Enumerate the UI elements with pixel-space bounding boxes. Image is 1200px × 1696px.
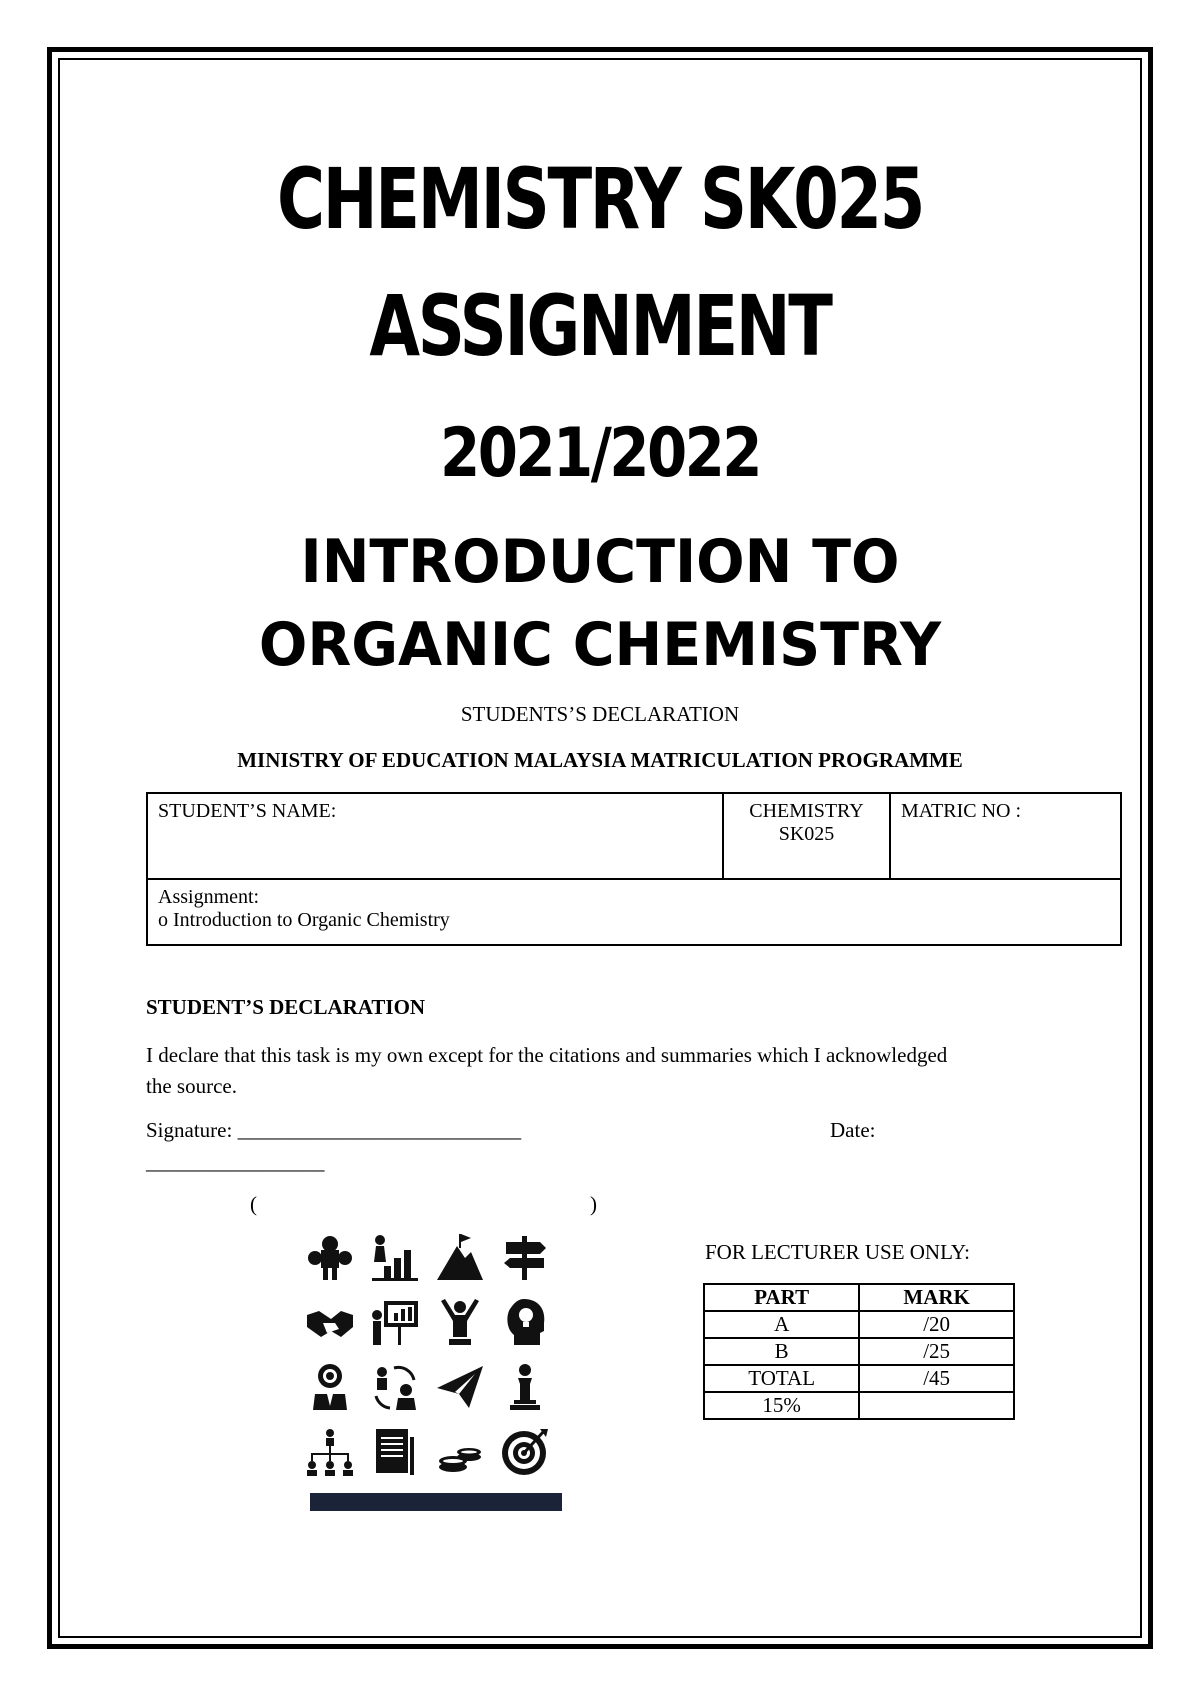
marks-value-b[interactable]: /25: [859, 1338, 1014, 1365]
assignment-item: o Introduction to Organic Chemistry: [158, 909, 450, 931]
topic-line-1: INTRODUCTION TO: [300, 527, 900, 597]
ministry-heading: MINISTRY OF EDUCATION MALAYSIA MATRICULATION PROGRAMME: [237, 748, 963, 772]
signature-field[interactable]: Signature: ___________________________: [146, 1118, 522, 1142]
idea-head-icon: [500, 1297, 550, 1347]
celebrating-person-icon: [435, 1297, 485, 1347]
document-icon: [370, 1427, 420, 1477]
marks-header-part: PART: [704, 1284, 859, 1311]
marks-part-b: B: [704, 1338, 859, 1365]
coins-icon: [435, 1427, 485, 1477]
student-info-table: [146, 792, 1122, 946]
award-person-icon: [305, 1362, 355, 1412]
mountain-flag-icon: [435, 1232, 485, 1282]
matric-no-label: MATRIC NO :: [901, 800, 1022, 822]
marks-part-percent: 15%: [704, 1392, 859, 1419]
marks-value-a[interactable]: /20: [859, 1311, 1014, 1338]
presentation-icon: [370, 1297, 420, 1347]
table-row: [704, 1392, 1014, 1419]
declaration-text: I declare that this task is my own except for the citations and summaries which I acknowledged the source.: [146, 1043, 948, 1098]
topic-line-2: ORGANIC CHEMISTRY: [258, 610, 942, 680]
marks-part-total: TOTAL: [704, 1365, 859, 1392]
target-icon: [500, 1427, 550, 1477]
chess-piece-icon: [500, 1362, 550, 1412]
assignment-cell: [147, 879, 1121, 945]
table-row: [704, 1338, 1014, 1365]
subject-cell: [723, 793, 890, 879]
title-line-1: CHEMISTRY SK025: [277, 150, 923, 248]
marks-part-a: A: [704, 1311, 859, 1338]
declaration-heading: STUDENTS’S DECLARATION: [460, 702, 740, 726]
handshake-icon: [305, 1297, 355, 1347]
matric-no-cell[interactable]: [890, 793, 1121, 879]
name-paren-close: ): [590, 1192, 597, 1216]
lecturer-use-label: FOR LECTURER USE ONLY:: [705, 1240, 970, 1264]
marks-value-total[interactable]: /45: [859, 1365, 1014, 1392]
paper-plane-icon: [435, 1362, 485, 1412]
subject-line-1: CHEMISTRY: [749, 800, 864, 822]
org-chart-icon: [305, 1427, 355, 1477]
student-name-cell[interactable]: [147, 793, 723, 879]
puzzle-people-icon: [305, 1232, 355, 1282]
student-declaration-heading: STUDENT’S DECLARATION: [146, 995, 426, 1019]
date-field[interactable]: _________________: [146, 1150, 325, 1174]
marks-value-percent[interactable]: [859, 1392, 1014, 1419]
name-paren-open: (: [250, 1192, 257, 1216]
table-row: [704, 1311, 1014, 1338]
marks-header-mark: MARK: [859, 1284, 1014, 1311]
marks-table: [703, 1283, 1015, 1420]
signpost-icon: [500, 1232, 550, 1282]
table-row: [704, 1365, 1014, 1392]
title-line-2: ASSIGNMENT: [369, 277, 831, 375]
student-name-label: STUDENT’S NAME:: [158, 800, 337, 822]
subject-line-2: SK025: [778, 823, 835, 845]
icon-grid: [305, 1232, 565, 1512]
assignment-label: Assignment:: [158, 886, 260, 908]
title-year: 2021/2022: [440, 414, 760, 493]
stock-watermark-bar: [310, 1493, 562, 1511]
growth-chart-icon: [370, 1232, 420, 1282]
exchange-people-icon: [370, 1362, 420, 1412]
date-label: Date:: [830, 1118, 876, 1142]
